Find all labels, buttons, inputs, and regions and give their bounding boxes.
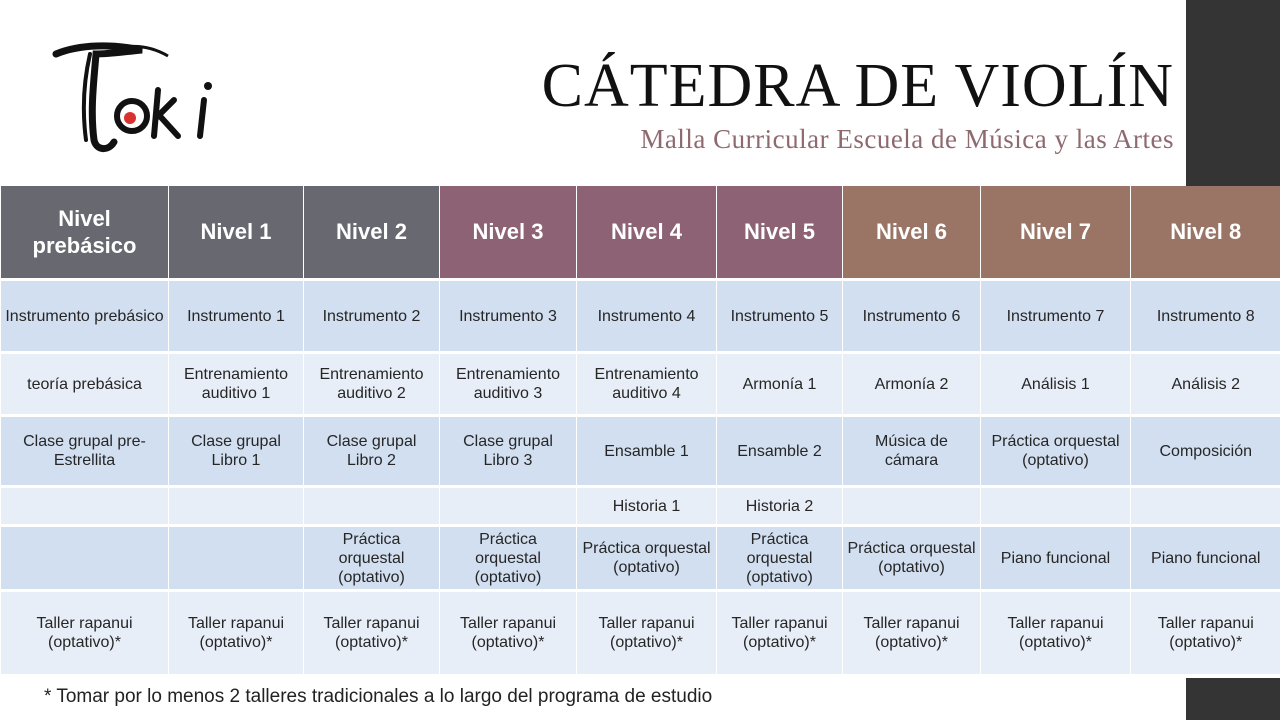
table-cell [169, 526, 304, 591]
table-cell: Taller rapanui (optativo)* [440, 591, 577, 675]
table-cell: teoría prebásica [1, 353, 169, 416]
table-cell: Instrumento 7 [981, 280, 1131, 353]
table-cell: Instrumento 8 [1131, 280, 1280, 353]
header-nivel-8: Nivel 8 [1131, 186, 1280, 280]
header-nivel-1: Nivel 1 [169, 186, 304, 280]
table-cell: Historia 1 [577, 487, 717, 526]
table-cell [304, 487, 440, 526]
row-teoria [1, 353, 1280, 416]
table-cell: Instrumento prebásico [1, 280, 169, 353]
table-cell: Clase grupal Libro 1 [169, 416, 304, 487]
table-cell: Taller rapanui (optativo)* [717, 591, 843, 675]
table-cell [1131, 487, 1280, 526]
table-cell: Taller rapanui (optativo)* [1, 591, 169, 675]
table-cell: Piano funcional [981, 526, 1131, 591]
table-cell: Piano funcional [1131, 526, 1280, 591]
table-cell: Clase grupal Libro 3 [440, 416, 577, 487]
table-cell [440, 487, 577, 526]
table-cell: Armonía 1 [717, 353, 843, 416]
table-cell: Ensamble 1 [577, 416, 717, 487]
side-bar-bottom [1186, 678, 1280, 720]
table-cell: Taller rapanui (optativo)* [304, 591, 440, 675]
header-nivel-prebasico: Nivel prebásico [1, 186, 169, 280]
side-bar-top [1186, 0, 1280, 186]
table-cell: Taller rapanui (optativo)* [843, 591, 981, 675]
table-cell: Análisis 2 [1131, 353, 1280, 416]
table-cell [1, 526, 169, 591]
table-cell [843, 487, 981, 526]
table-cell: Clase grupal pre-Estrellita [1, 416, 169, 487]
row-practica [1, 526, 1280, 591]
table-cell: Entrenamiento auditivo 3 [440, 353, 577, 416]
row-taller [1, 591, 1280, 675]
header-row [1, 186, 1280, 280]
table-cell: Práctica orquestal (optativo) [440, 526, 577, 591]
table-cell: Práctica orquestal (optativo) [717, 526, 843, 591]
row-clase-grupal [1, 416, 1280, 487]
page-subtitle: Malla Curricular Escuela de Música y las Artes [640, 124, 1174, 154]
header-nivel-2: Nivel 2 [304, 186, 440, 280]
table-cell: Práctica orquestal (optativo) [304, 526, 440, 591]
table-cell: Clase grupal Libro 2 [304, 416, 440, 487]
header-nivel-7: Nivel 7 [981, 186, 1131, 280]
curriculum-table [0, 186, 1280, 674]
table-cell: Instrumento 4 [577, 280, 717, 353]
footnote: * Tomar por lo menos 2 talleres tradicionales a lo largo del programa de estudio [44, 686, 713, 707]
table-cell: Práctica orquestal (optativo) [981, 416, 1131, 487]
table-cell [169, 487, 304, 526]
header-nivel-6: Nivel 6 [843, 186, 981, 280]
header-nivel-5: Nivel 5 [717, 186, 843, 280]
table-cell: Taller rapanui (optativo)* [1131, 591, 1280, 675]
table-cell: Historia 2 [717, 487, 843, 526]
table-cell [1, 487, 169, 526]
table-cell: Composición [1131, 416, 1280, 487]
table-cell [981, 487, 1131, 526]
header-nivel-3: Nivel 3 [440, 186, 577, 280]
table-cell: Instrumento 6 [843, 280, 981, 353]
table-cell: Práctica orquestal (optativo) [577, 526, 717, 591]
table-cell: Armonía 2 [843, 353, 981, 416]
row-historia [1, 487, 1280, 526]
table-cell: Taller rapanui (optativo)* [577, 591, 717, 675]
table-cell: Entrenamiento auditivo 2 [304, 353, 440, 416]
table-cell: Taller rapanui (optativo)* [981, 591, 1131, 675]
table-cell: Instrumento 2 [304, 280, 440, 353]
table-cell: Análisis 1 [981, 353, 1131, 416]
table-cell: Entrenamiento auditivo 1 [169, 353, 304, 416]
table-cell: Práctica orquestal (optativo) [843, 526, 981, 591]
page-title: CÁTEDRA DE VIOLÍN [541, 52, 1174, 120]
table-cell: Ensamble 2 [717, 416, 843, 487]
table-cell: Instrumento 5 [717, 280, 843, 353]
table-cell: Taller rapanui (optativo)* [169, 591, 304, 675]
table-cell: Entrenamiento auditivo 4 [577, 353, 717, 416]
toki-logo [50, 40, 230, 160]
row-instrumento [1, 280, 1280, 353]
table-cell: Instrumento 3 [440, 280, 577, 353]
header-nivel-4: Nivel 4 [577, 186, 717, 280]
table-cell: Música de cámara [843, 416, 981, 487]
table-cell: Instrumento 1 [169, 280, 304, 353]
